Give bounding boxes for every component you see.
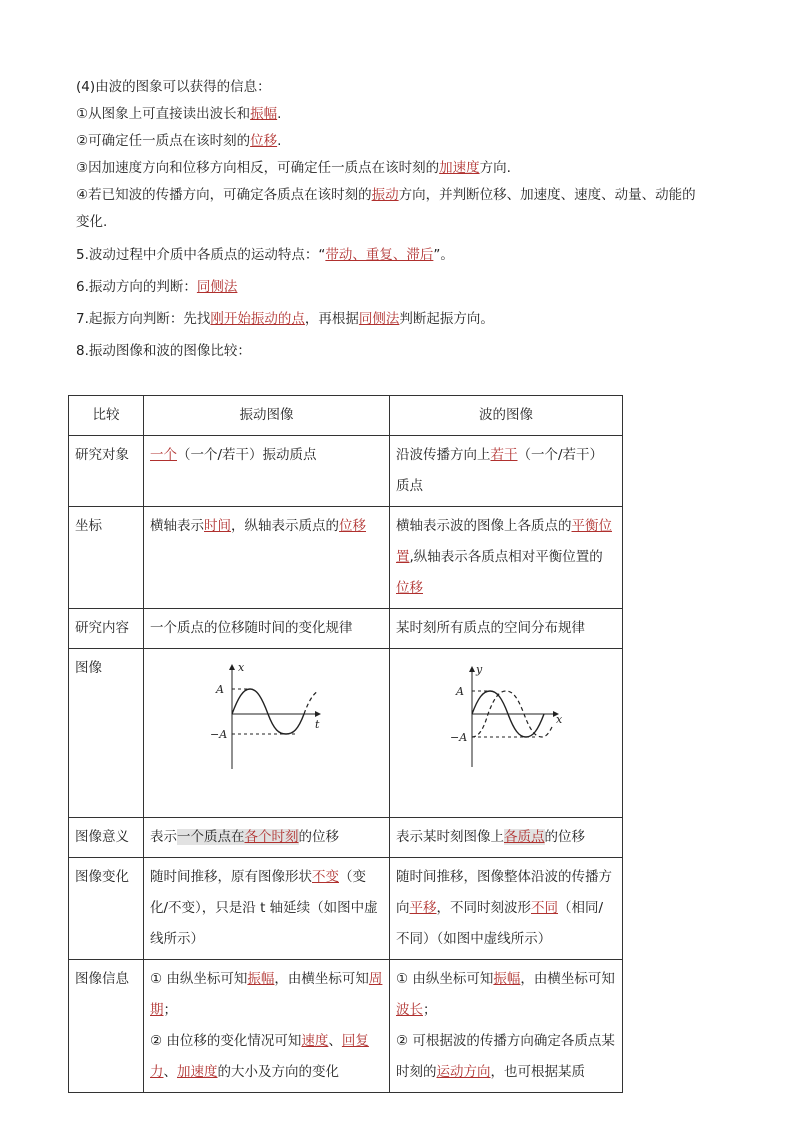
info-item-1: ①从图象上可直接读出波长和振幅. [76,106,282,122]
amp-top-label: A [456,685,464,698]
y-axis-label: y [476,663,483,676]
point-6: 6.振动方向的判断：同侧法 [76,279,238,295]
info-item-4: ④若已知波的传播方向，可确定各质点在该时刻的振动方向，并判断位移、加速度、速度、动量、动能的 [76,187,696,203]
cell-wave: 横轴表示波的图像上各质点的平衡位置,纵轴表示各质点相对平衡位置的位移 [390,507,623,609]
wave-graph [396,653,618,801]
info-item-2: ②可确定任一质点在该时刻的位移. [76,133,282,149]
info-line-1: ① 由纵坐标可知振幅，由横坐标可知周期； [150,971,383,1018]
row-label: 坐标 [69,507,144,609]
cell-vibration-graph [144,649,390,818]
cell-wave [390,960,623,1093]
amp-top-label: A [216,683,224,696]
vibration-graph [150,653,382,801]
cell-vibration: 横轴表示时间，纵轴表示质点的位移 [144,507,390,609]
table-row-graph [69,649,623,818]
cell-vibration: 随时间推移，原有图像形状不变（变化/不变），只是沿 t 轴延续（如图中虚线所示） [144,858,390,960]
table-row-object [69,436,623,507]
table-row-content [69,609,623,649]
row-label: 研究内容 [69,609,144,649]
cell-wave-graph [390,649,623,818]
amp-bottom-label: −A [210,728,228,741]
row-label: 图像 [69,649,144,818]
table-row-info [69,960,623,1093]
header-wave: 波的图像 [390,396,623,436]
y-axis-label: x [238,661,245,674]
cell-wave: 沿波传播方向上若干（一个/若干）质点 [390,436,623,507]
row-label: 研究对象 [69,436,144,507]
amp-bottom-label: −A [450,731,468,744]
table-row-meaning [69,818,623,858]
info-line-2: ② 可根据波的传播方向确定各质点某时刻的运动方向，也可根据某质 [396,1033,615,1080]
info-item-4-cont: 变化. [76,214,108,230]
cell-wave: 随时间推移，图像整体沿波的传播方向平移，不同时刻波形不同（相同/不同）（如图中虚线所示） [390,858,623,960]
info-line-2: ② 由位移的变化情况可知速度、回复力、加速度的大小及方向的变化 [150,1033,369,1080]
table-row-coords [69,507,623,609]
comparison-table [68,395,623,1093]
header-vibration: 振动图像 [144,396,390,436]
cell-wave: 某时刻所有质点的空间分布规律 [390,609,623,649]
point-5: 5.波动过程中介质中各质点的运动特点：“带动、重复、滞后”。 [76,247,454,263]
sine-curve [232,689,304,734]
cell-wave: 表示某时刻图像上各质点的位移 [390,818,623,858]
point-8: 8.振动图像和波的图像比较： [76,343,251,359]
row-label: 图像意义 [69,818,144,858]
info-item-3: ③因加速度方向和位移方向相反，可确定任一质点在该时刻的加速度方向. [76,160,511,176]
x-axis-label: x [556,713,563,726]
sine-continuation [304,691,318,714]
cell-vibration [144,960,390,1093]
header-compare: 比较 [69,396,144,436]
info-title: (4)由波的图象可以获得的信息： [76,79,271,95]
cell-vibration: 表示一个质点在各个时刻的位移 [144,818,390,858]
x-axis-label: t [315,718,320,731]
row-label: 图像变化 [69,858,144,960]
cell-vibration: 一个（一个/若干）振动质点 [144,436,390,507]
cell-vibration: 一个质点的位移随时间的变化规律 [144,609,390,649]
row-label: 图像信息 [69,960,144,1093]
table-row-change [69,858,623,960]
table-header-row [69,396,623,436]
info-line-1: ① 由纵坐标可知振幅，由横坐标可知波长； [396,971,615,1018]
point-7: 7.起振方向判断：先找刚开始振动的点，再根据同侧法判断起振方向。 [76,311,494,327]
